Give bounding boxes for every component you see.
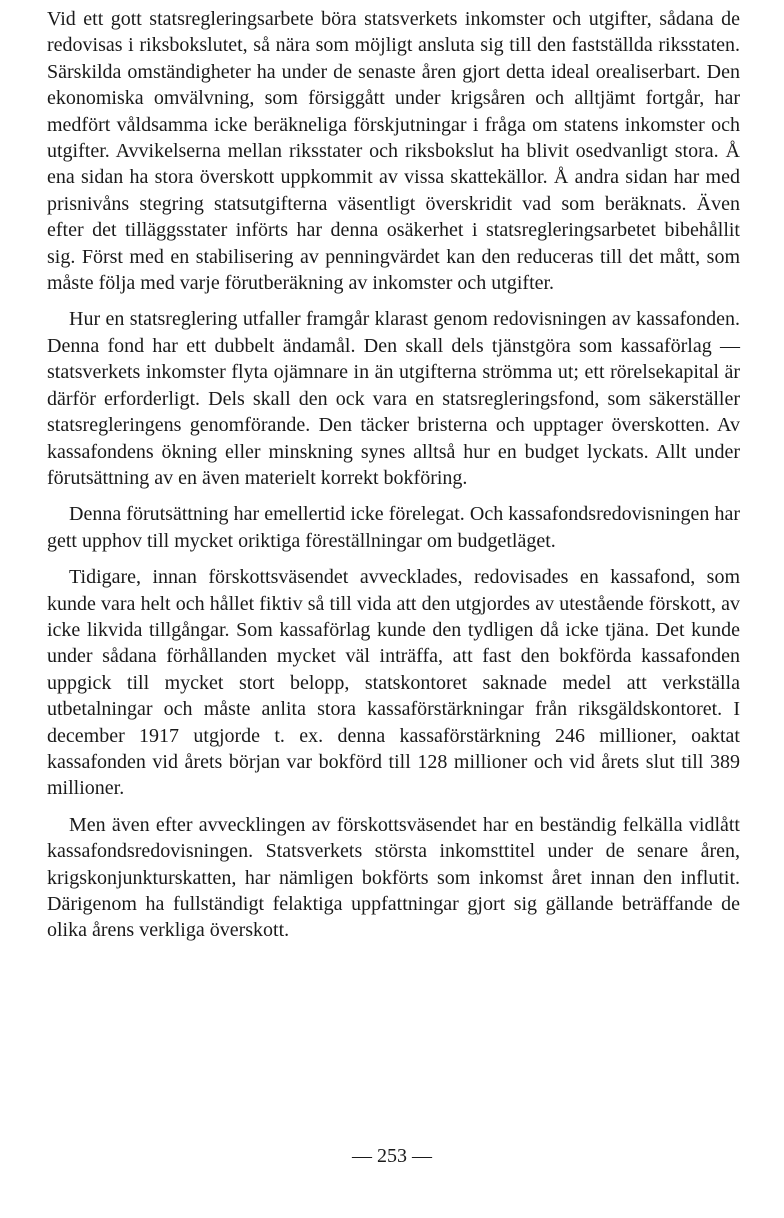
paragraph-4: Tidigare, innan förskottsväsendet avvecklades, redovisades en kassafond, som kunde vara helt och hållet fiktiv så till vida att den utgjordes av utestående förskott, av icke likvida tillgångar. Som kassaförlag kunde den tydligen då icke tjäna. Det kunde under sådana förhållanden mycket väl inträffa, att fast den bokförda kassafonden uppgick till mycket stort belopp, statskontoret saknade medel att verkställa utbetalningar och måste anlita stora kassaförstärkningar från riksgäldskontoret. I december 1917 utgjorde t. ex. denna kassaförstärkning 246 millioner, oaktat kassafonden vid årets början var bokförd till 128 millioner och vid årets slut till 389 millioner. — [47, 566, 740, 800]
paragraph-5: Men även efter avvecklingen av förskottsväsendet har en beständig felkälla vidlått kassafondsredovisningen. Statsverkets största inkomsttitel under de senare åren, krigskonjunkturskatten, har nämligen bokförts som inkomst året innan den influtit. Därigenom ha fullständigt felaktiga uppfattningar gjort sig gällande beträffande de olika årens verkliga överskott. — [47, 813, 740, 942]
paragraph-3: Denna förutsättning har emellertid icke förelegat. Och kassafondsredovisningen har gett upphov till mycket oriktiga föreställningar om budgetläget. — [47, 503, 740, 552]
document-body — [47, 6, 740, 944]
paragraph-2: Hur en statsreglering utfaller framgår klarast genom redovisningen av kassafonden. Denna fond har ett dubbelt ändamål. Den skall dels tjänstgöra som kassaförlag — statsverkets inkomster flyta ojämnare in än utgifterna strömma ut; ett rörelsekapital är därför erforderligt. Dels skall den ock vara en statsregleringsfond, som säkerställer statsregleringens genomförande. Den täcker bristerna och upptager överskotten. Av kassafondens ökning eller minskning synes alltså hur en budget lyckats. Allt under förutsättning av en även materielt korrekt bokföring. — [47, 308, 740, 489]
page-number: — 253 — — [352, 1145, 432, 1167]
paragraph-1: Vid ett gott statsregleringsarbete böra statsverkets inkomster och utgifter, sådana de redovisas i riksbokslutet, så nära som möjligt ansluta sig till den fastställda riksstaten. Särskilda omständigheter ha under de senaste åren gjort detta ideal orealiserbart. Den ekonomiska omvälvning, som försiggått under krigsåren och alltjämt fortgår, har medfört våldsamma icke beräkneliga förskjutningar i fråga om statens inkomster och utgifter. Avvikelserna mellan riksstater och riksbokslut ha blivit osedvanligt stora. Å ena sidan ha stora överskott uppkommit av vissa skattekällor. Å andra sidan har med prisnivåns stegring statsutgifterna väsentligt överskridit vad som beräknats. Även efter det tilläggsstater införts har denna osäkerhet i statsregleringsarbetet bibehållit sig. Först med en stabilisering av penningvärdet kan den reduceras till det mått, som måste följa med varje förutberäkning av inkomster och utgifter. — [47, 8, 740, 295]
